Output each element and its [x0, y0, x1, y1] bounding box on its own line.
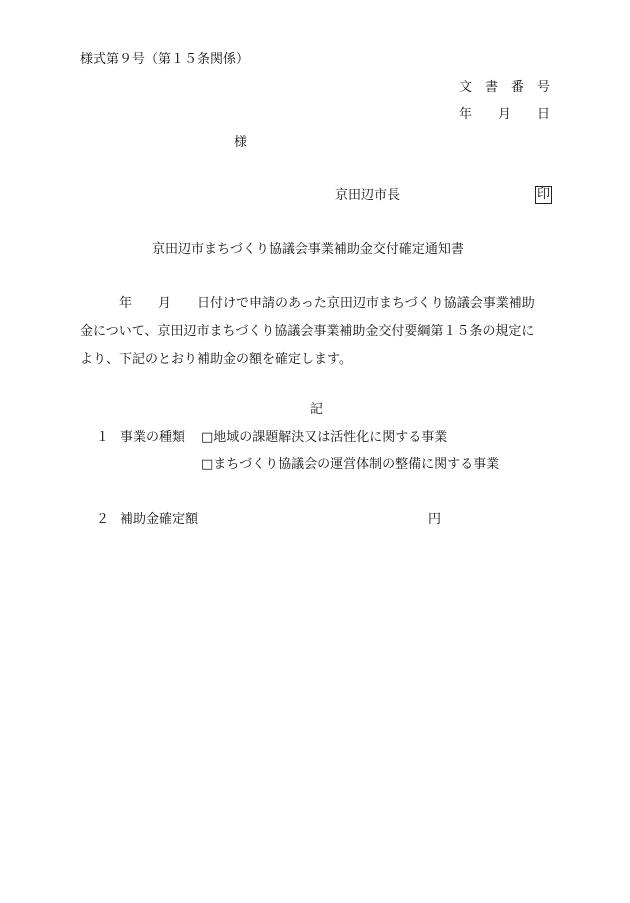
- body-line: 年 月 日付けで申請のあった京田辺市まちづくり協議会事業補助: [80, 296, 535, 311]
- document-number-label: 文 書 番 号: [458, 80, 550, 95]
- item2-number: ２: [96, 512, 110, 527]
- item1-label: 事業の種類: [120, 430, 186, 445]
- ki-label: 記: [310, 402, 324, 417]
- recipient-suffix: 様: [234, 135, 248, 150]
- document-title: 京田辺市まちづくり協議会事業補助金交付確定通知書: [152, 242, 464, 257]
- item2-label: 補助金確定額: [120, 512, 199, 527]
- item1-number: １: [96, 430, 110, 445]
- item1-option-2: □まちづくり協議会の運営体制の整備に関する事業: [201, 457, 500, 472]
- item1-option-1: □地域の課題解決又は活性化に関する事業: [201, 430, 448, 445]
- date-label: 年 月 日: [458, 107, 550, 122]
- seal-mark: [535, 186, 552, 204]
- item2-unit: 円: [428, 512, 442, 527]
- body-line: より、下記のとおり補助金の額を確定します。: [80, 352, 352, 367]
- seal-char: 印: [537, 187, 551, 202]
- body-paragraph: [80, 290, 555, 374]
- issuer-name: 京田辺市長: [335, 188, 401, 203]
- form-number: 様式第９号（第１５条関係）: [80, 52, 250, 67]
- body-line: 金について、京田辺市まちづくり協議会事業補助金交付要綱第１５条の規定に: [80, 324, 535, 339]
